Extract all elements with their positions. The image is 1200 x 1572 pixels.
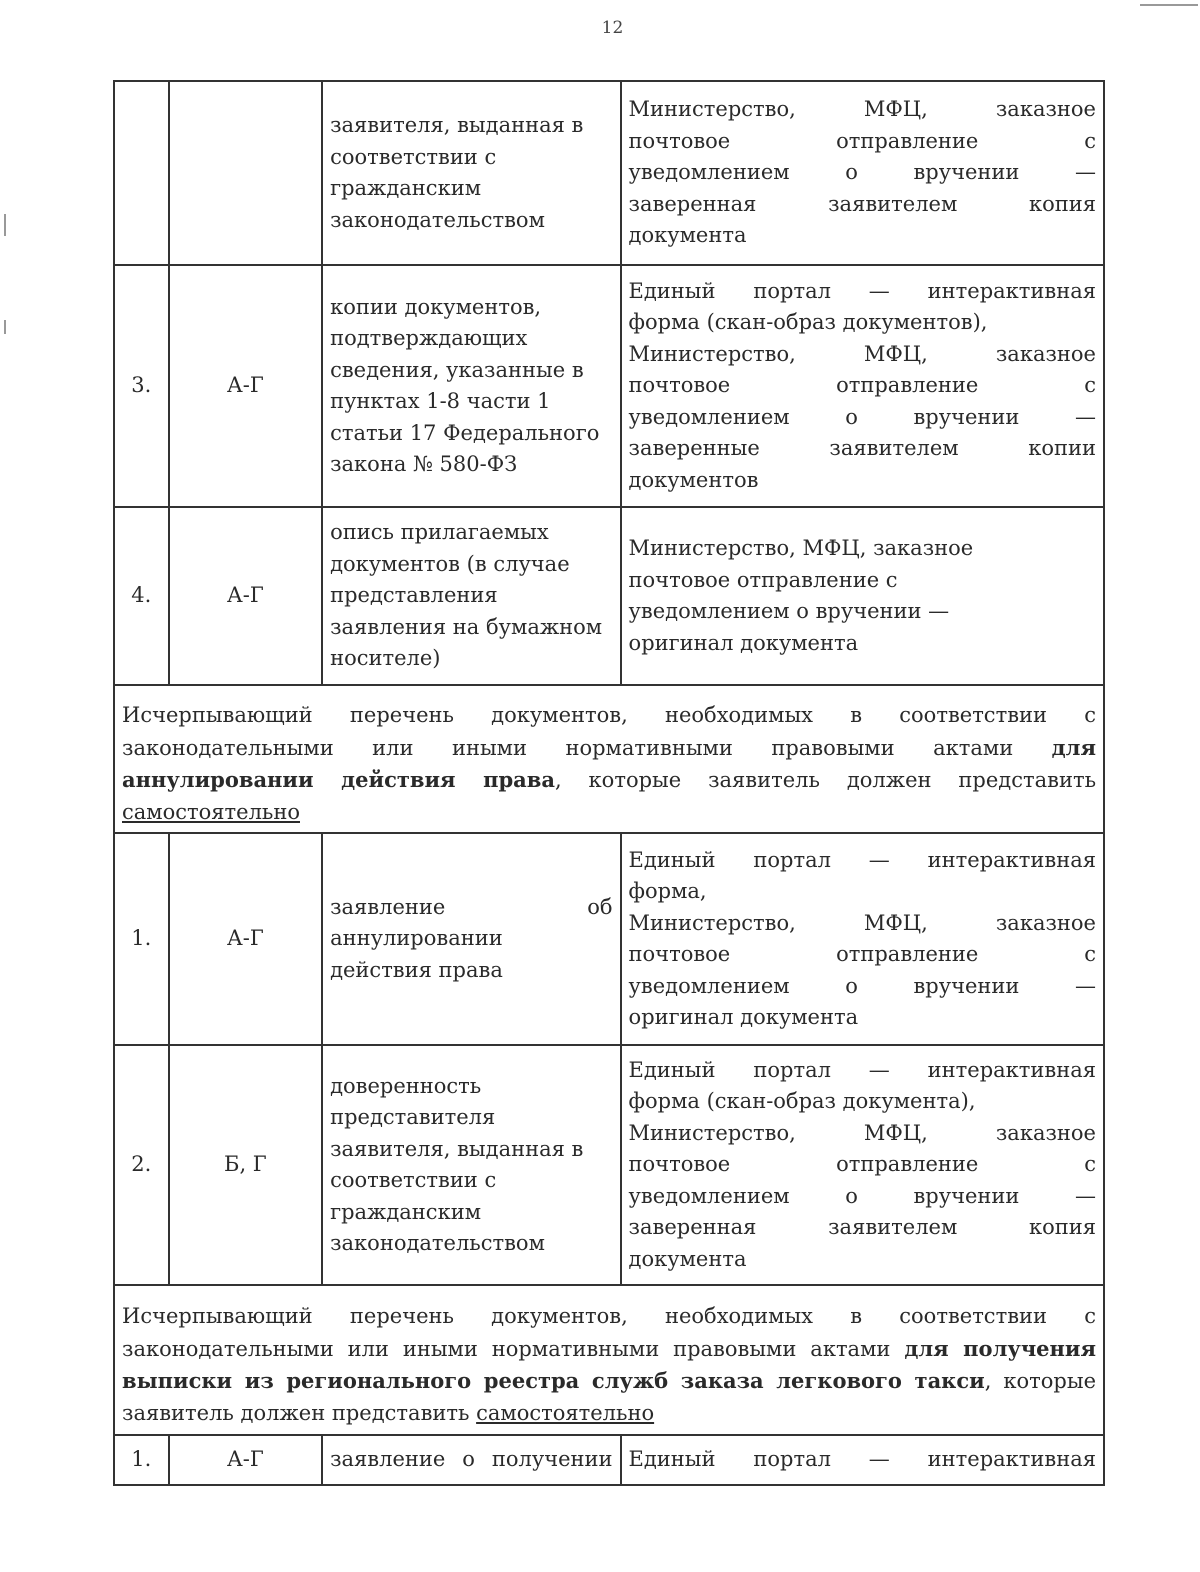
applicant-category: [169, 81, 322, 265]
document-line: представителя: [330, 1105, 496, 1129]
row-number: 3.: [114, 265, 169, 507]
section-text-after: , которые заявитель должен представить: [122, 1369, 1096, 1425]
method-line: документа: [628, 1246, 747, 1271]
applicant-category: А-Г: [169, 265, 322, 507]
document-name: [322, 81, 620, 265]
section-header-row: [114, 1285, 1104, 1435]
section-text-after: , которые заявитель должен представить: [554, 768, 1096, 792]
documents-table: [113, 80, 1105, 1486]
method-line: Министерство, МФЦ, заказное: [628, 341, 1096, 366]
document-line: соответствии с: [330, 1168, 497, 1192]
table-row: [114, 265, 1104, 507]
table-row: [114, 81, 1104, 265]
document-line: законодательством: [330, 1231, 545, 1255]
row-number: 1.: [114, 833, 169, 1045]
document-name: [322, 265, 620, 507]
method-line: почтовое отправление с: [628, 942, 1096, 966]
method-line: почтовое отправление с: [628, 1152, 1096, 1177]
section-extract-text: [114, 1285, 1104, 1435]
method-line: заверенные заявителем копии: [628, 436, 1096, 461]
method-line: Единый портал — интерактивная: [628, 1447, 1096, 1472]
document-line: заявления на бумажном: [330, 614, 603, 639]
submission-method: [621, 1435, 1104, 1485]
section-text-before: Исчерпывающий перечень документов, необходимых в соответствии с законодательными или иными нормативными правовыми актами: [122, 703, 1096, 760]
method-line: почтовое отправление с: [628, 373, 1096, 398]
document-line: заявление о получении: [330, 1447, 613, 1472]
document-line: заявление об: [330, 894, 613, 919]
method-line: Министерство, МФЦ, заказное: [628, 1120, 1096, 1145]
table-row: [114, 833, 1104, 1045]
method-line: заверенная заявителем копия: [628, 191, 1096, 216]
document-line: закона № 580-ФЗ: [330, 452, 518, 476]
document-name: [322, 833, 620, 1045]
submission-method: [621, 81, 1104, 265]
method-line: форма,: [628, 879, 707, 903]
applicant-category: Б, Г: [169, 1045, 322, 1285]
method-line: Единый портал — интерактивная: [628, 847, 1096, 872]
document-line: пунктах 1-8 части 1: [330, 389, 551, 413]
row-number: 1.: [114, 1435, 169, 1485]
document-line: аннулировании: [330, 926, 503, 951]
document-line: опись прилагаемых: [330, 520, 549, 545]
scan-mark: [4, 214, 6, 236]
section-annul-text: [114, 685, 1104, 833]
document-line: сведения, указанные в: [330, 357, 584, 382]
document-line: гражданским: [330, 1199, 482, 1224]
method-line: форма (скан-образ документа),: [628, 1089, 976, 1114]
method-line: Министерство, МФЦ, заказное: [628, 536, 974, 560]
submission-method: [621, 833, 1104, 1045]
method-line: Министерство, МФЦ, заказное: [628, 910, 1096, 935]
method-line: форма (скан-образ документов),: [628, 310, 988, 335]
document-line: документов (в случае: [330, 551, 570, 576]
document-line: подтверждающих: [330, 326, 528, 350]
document-name: [322, 507, 620, 685]
method-line: уведомлением о вручении —: [628, 973, 1096, 998]
applicant-category: А-Г: [169, 507, 322, 685]
submission-method: [621, 265, 1104, 507]
section-bold-text: для получения выписки из регионального реестра служб заказа легкового такси: [122, 1335, 1097, 1393]
table-row: [114, 1045, 1104, 1285]
document-line: законодательством: [330, 207, 545, 232]
row-number: [114, 81, 169, 265]
method-line: Единый портал — интерактивная: [628, 1057, 1096, 1082]
document-line: действия права: [330, 957, 503, 982]
method-line: заверенная заявителем копия: [628, 1215, 1096, 1240]
method-line: оригинал документа: [628, 1005, 859, 1029]
method-line: уведомлением о вручении —: [628, 160, 1096, 185]
submission-method: [621, 507, 1104, 685]
document-line: заявителя, выданная в: [330, 1136, 584, 1161]
table-row: [114, 1435, 1104, 1485]
document-line: статьи 17 Федерального: [330, 420, 600, 445]
row-number: 4.: [114, 507, 169, 685]
applicant-category: А-Г: [169, 1435, 322, 1485]
document-line: копии документов,: [330, 294, 542, 319]
method-line: уведомлением о вручении —: [628, 1183, 1096, 1208]
document-name: [322, 1435, 620, 1485]
document-name: [322, 1045, 620, 1285]
section-bold-text: для аннулировании действия права: [122, 734, 1096, 792]
section-underlined-text: самостоятельно: [476, 1400, 655, 1425]
table-row: [114, 507, 1104, 685]
document-line: соответствии с: [330, 144, 497, 169]
section-text-before: Исчерпывающий перечень документов, необходимых в соответствии с законодательными или иными нормативными правовыми актами: [122, 1304, 1096, 1361]
method-line: документов: [628, 467, 759, 492]
applicant-category: А-Г: [169, 833, 322, 1045]
method-line: документа: [628, 223, 747, 248]
method-line: оригинал документа: [628, 630, 859, 655]
method-line: уведомлением о вручении —: [628, 404, 1096, 429]
method-line: почтовое отправление с: [628, 567, 898, 592]
row-number: 2.: [114, 1045, 169, 1285]
submission-method: [621, 1045, 1104, 1285]
section-header-row: [114, 685, 1104, 833]
scan-mark: [1140, 4, 1198, 6]
method-line: Министерство, МФЦ, заказное: [628, 97, 1096, 122]
scan-mark: [4, 320, 6, 334]
document-line: носителе): [330, 646, 441, 671]
document-line: заявителя, выданная в: [330, 113, 584, 137]
document-line: представления: [330, 583, 498, 608]
document-line: гражданским: [330, 176, 482, 200]
method-line: Единый портал — интерактивная: [628, 278, 1096, 303]
section-underlined-text: самостоятельно: [122, 799, 300, 824]
method-line: уведомлением о вручении —: [628, 599, 950, 623]
document-line: доверенность: [330, 1073, 482, 1098]
method-line: почтовое отправление с: [628, 128, 1096, 153]
page-number: 12: [601, 18, 624, 38]
